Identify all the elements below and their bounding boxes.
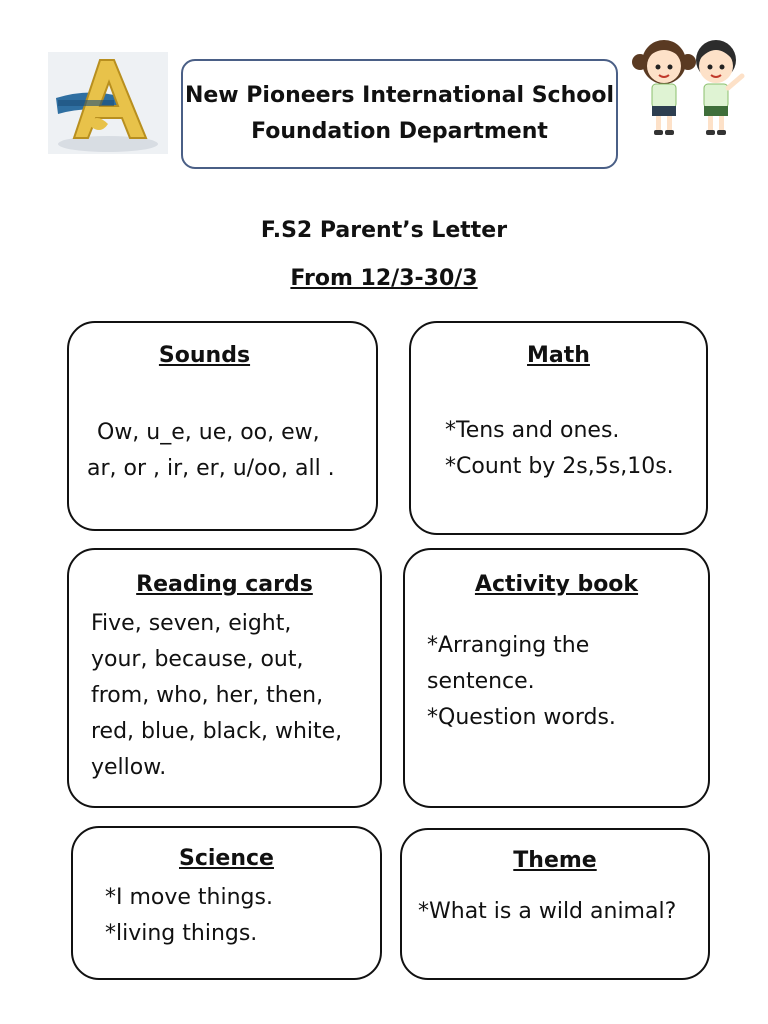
reading-line: Five, seven, eight, xyxy=(91,611,292,636)
date-range: From 12/3-30/3 xyxy=(290,266,478,291)
math-title: Math xyxy=(527,343,590,368)
activity-line: *Question words. xyxy=(427,705,616,730)
sounds-line: ar, or , ir, er, u/oo, all . xyxy=(87,456,335,481)
sounds-line: Ow, u_e, ue, oo, ew, xyxy=(97,420,320,445)
math-line: *Count by 2s,5s,10s. xyxy=(445,454,674,479)
sounds-body xyxy=(87,415,335,487)
activity-line: sentence. xyxy=(427,669,535,694)
reading-line: yellow. xyxy=(91,755,167,780)
science-line: *I move things. xyxy=(105,885,273,910)
letter-title: F.S2 Parent’s Letter xyxy=(260,218,508,243)
school-logo-icon xyxy=(48,52,168,154)
science-card xyxy=(71,826,382,980)
science-body xyxy=(105,880,273,952)
theme-title: Theme xyxy=(513,848,597,873)
header-box xyxy=(181,59,618,169)
theme-card xyxy=(400,828,710,980)
reading-line: your, because, out, xyxy=(91,647,304,672)
school-name: New Pioneers International School xyxy=(184,83,615,108)
theme-body xyxy=(418,894,676,930)
reading-cards-card xyxy=(67,548,382,808)
sounds-card xyxy=(67,321,378,531)
math-body xyxy=(445,413,674,485)
reading-line: red, blue, black, white, xyxy=(91,719,343,744)
activity-line: *Arranging the xyxy=(427,633,590,658)
theme-line: *What is a wild animal? xyxy=(418,899,677,924)
math-line: *Tens and ones. xyxy=(445,418,620,443)
science-title: Science xyxy=(179,846,274,871)
reading-title: Reading cards xyxy=(136,572,313,597)
department-name: Foundation Department xyxy=(251,119,548,144)
sounds-title: Sounds xyxy=(158,343,251,368)
activity-book-card xyxy=(403,548,710,808)
activity-body xyxy=(427,628,616,736)
kids-illustration-icon xyxy=(628,28,752,140)
activity-title: Activity book xyxy=(474,572,639,597)
reading-body xyxy=(91,606,342,786)
reading-line: from, who, her, then, xyxy=(91,683,324,708)
math-card xyxy=(409,321,708,535)
science-line: *living things. xyxy=(105,921,258,946)
